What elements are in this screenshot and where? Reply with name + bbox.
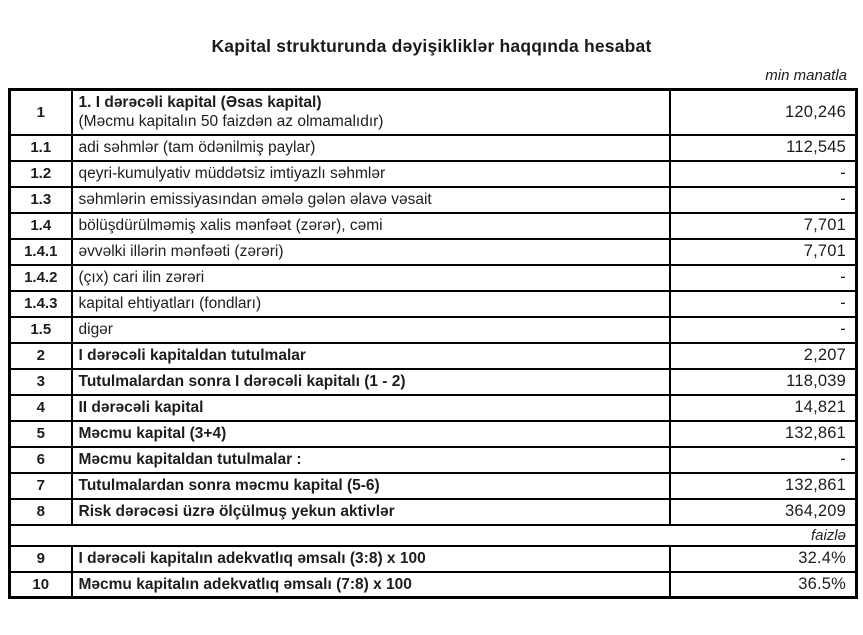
row-value-cell: 7,701	[670, 213, 857, 239]
table-row	[10, 90, 857, 135]
row-value-cell: -	[670, 447, 857, 473]
row-value-cell: 7,701	[670, 239, 857, 265]
row-value-cell: -	[670, 187, 857, 213]
row-value-cell: -	[670, 291, 857, 317]
row-number-cell: 4	[10, 395, 72, 421]
row-label-cell: kapital ehtiyatları (fondları)	[72, 291, 670, 317]
row-label-cell: II dərəcəli kapital	[72, 395, 670, 421]
row-value-cell: 2,207	[670, 343, 857, 369]
row-label-cell: (çıx) cari ilin zərəri	[72, 265, 670, 291]
table-row	[10, 265, 857, 291]
row-value-cell: 120,246	[670, 90, 857, 135]
table-row	[10, 395, 857, 421]
row-value-cell: 32.4%	[670, 546, 857, 572]
row-number-cell: 1.4.1	[10, 239, 72, 265]
capital-structure-table	[8, 88, 858, 599]
row-label-cell: I dərəcəli kapitaldan tutulmalar	[72, 343, 670, 369]
row-number-cell: 1.4.2	[10, 265, 72, 291]
table-row	[10, 369, 857, 395]
row-value-cell: 132,861	[670, 421, 857, 447]
table-row	[10, 239, 857, 265]
row-number-cell: 5	[10, 421, 72, 447]
table-row	[10, 135, 857, 161]
row-label-cell: Məcmu kapitaldan tutulmalar :	[72, 447, 670, 473]
row-label-cell: Risk dərəcəsi üzrə ölçülmuş yekun aktivlər	[72, 499, 670, 525]
row-number-cell: 1.4.3	[10, 291, 72, 317]
row-value-cell: 364,209	[670, 499, 857, 525]
table-row	[10, 499, 857, 525]
table-row	[10, 572, 857, 598]
row-label-cell: digər	[72, 317, 670, 343]
row-label-cell: Tutulmalardan sonra məcmu kapital (5-6)	[72, 473, 670, 499]
row-value-cell: -	[670, 317, 857, 343]
row-number-cell: 3	[10, 369, 72, 395]
row-number-cell: 2	[10, 343, 72, 369]
row-value-cell: -	[670, 161, 857, 187]
row-label-cell: I dərəcəli kapitalın adekvatlıq əmsalı (3:8) x 100	[72, 546, 670, 572]
row-number-cell: 1.1	[10, 135, 72, 161]
row-value-cell: 118,039	[670, 369, 857, 395]
row-number-cell: 1.5	[10, 317, 72, 343]
row-value-cell: 112,545	[670, 135, 857, 161]
table-row	[10, 161, 857, 187]
row-label-cell: qeyri-kumulyativ müddətsiz imtiyazlı səhmlər	[72, 161, 670, 187]
row-value-cell: -	[670, 265, 857, 291]
row-label-cell: bölüşdürülməmiş xalis mənfəət (zərər), cəmi	[72, 213, 670, 239]
row-number-cell: 7	[10, 473, 72, 499]
row-number-cell: 9	[10, 546, 72, 572]
percent-note: faizlə	[10, 525, 857, 546]
table-row	[10, 447, 857, 473]
table-row	[10, 546, 857, 572]
row-value-cell: 14,821	[670, 395, 857, 421]
table-row	[10, 343, 857, 369]
row-label-cell: Məcmu kapitalın adekvatlıq əmsalı (7:8) x 100	[72, 572, 670, 598]
table-row	[10, 213, 857, 239]
row-label-main: 1. I dərəcəli kapital (Əsas kapital)	[78, 94, 322, 111]
row-number-cell: 1.4	[10, 213, 72, 239]
row-label-cell: Tutulmalardan sonra I dərəcəli kapitalı (1 - 2)	[72, 369, 670, 395]
page-title: Kapital strukturunda dəyişikliklər haqqında hesabat	[211, 36, 652, 56]
row-label-cell	[72, 90, 670, 135]
row-number-cell: 1.2	[10, 161, 72, 187]
row-number-cell: 6	[10, 447, 72, 473]
percent-note-row	[10, 525, 857, 546]
row-number-cell: 10	[10, 572, 72, 598]
table-row	[10, 421, 857, 447]
table-row	[10, 291, 857, 317]
unit-note: min manatla	[765, 67, 847, 84]
row-value-cell: 36.5%	[670, 572, 857, 598]
table-row	[10, 317, 857, 343]
table-row	[10, 473, 857, 499]
capital-table-body	[10, 90, 857, 598]
row-number-cell: 1	[10, 90, 72, 135]
row-label-sub: (Məcmu kapitalın 50 faizdən az olmamalıdır)	[78, 113, 384, 131]
table-row	[10, 187, 857, 213]
row-label-cell: Məcmu kapital (3+4)	[72, 421, 670, 447]
row-number-cell: 8	[10, 499, 72, 525]
row-number-cell: 1.3	[10, 187, 72, 213]
row-label-cell: səhmlərin emissiyasından əmələ gələn əlavə vəsait	[72, 187, 670, 213]
row-value-cell: 132,861	[670, 473, 857, 499]
row-label-cell: adi səhmlər (tam ödənilmiş paylar)	[72, 135, 670, 161]
row-label-cell: əvvəlki illərin mənfəəti (zərəri)	[72, 239, 670, 265]
